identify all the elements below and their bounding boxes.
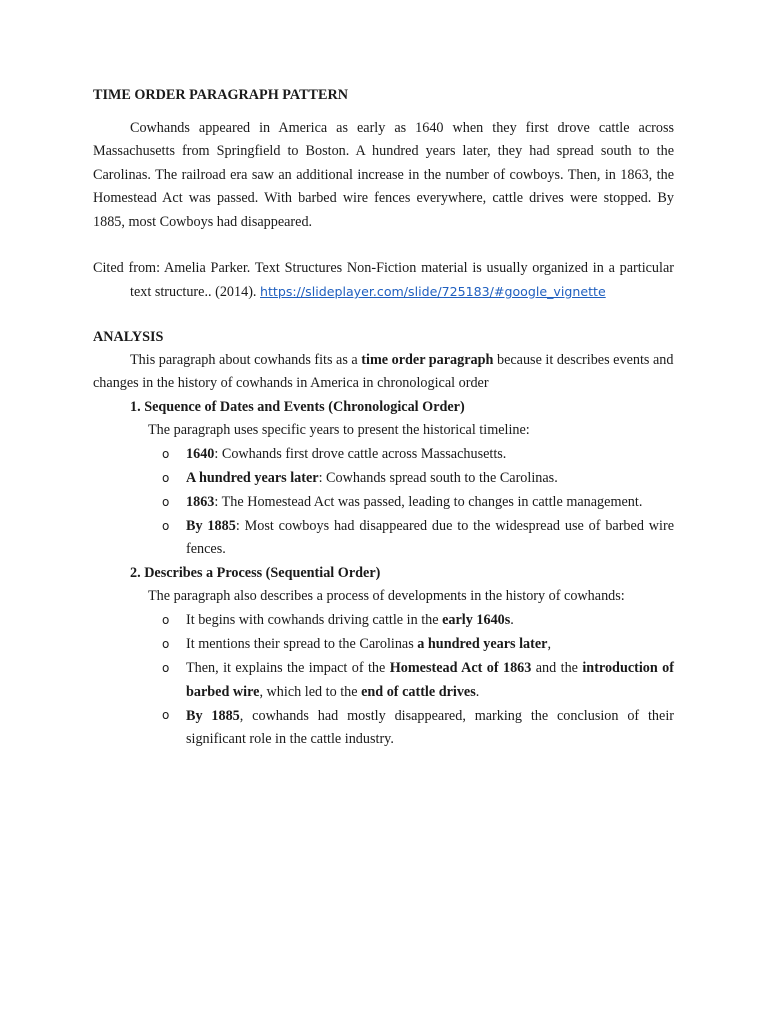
list-item: [162, 633, 674, 657]
item-bold: 1863: [186, 493, 215, 510]
analysis-heading: ANALYSIS: [93, 329, 164, 346]
bullet-icon: o: [162, 494, 170, 509]
bullet-icon: o: [162, 636, 170, 651]
item-bold: a hundred years later: [417, 636, 548, 653]
item-bold: A hundred years later: [186, 469, 319, 486]
citation: [93, 256, 674, 304]
bullet-icon: o: [162, 660, 170, 675]
item-end: ,: [547, 636, 552, 653]
list-item: [162, 515, 674, 562]
section-1-heading: 1. Sequence of Dates and Events (Chronological Order): [130, 398, 465, 415]
list-item: [162, 467, 674, 491]
analysis-intro-before: This paragraph about cowhands fits as a: [130, 352, 362, 369]
item-bold: By 1885: [186, 707, 240, 724]
item-bold: By 1885: [186, 517, 236, 534]
item-end: .: [510, 612, 514, 629]
analysis-intro-bold: time order paragraph: [361, 352, 494, 369]
section-1-list: [93, 443, 674, 562]
item-text: : Cowhands spread south to the Carolinas.: [318, 469, 558, 486]
item-bold: Homestead Act of 1863: [389, 660, 532, 677]
list-item: [162, 657, 674, 704]
item-bold: introduction of barbed wire: [186, 660, 674, 700]
document-title: TIME ORDER PARAGRAPH PATTERN: [93, 87, 348, 103]
item-text: It mentions their spread to the Carolinas: [186, 636, 418, 653]
list-item: [162, 609, 674, 633]
item-text: It begins with cowhands driving cattle in the: [186, 612, 443, 629]
item-end: .: [475, 683, 480, 700]
document-page: [93, 84, 674, 752]
citation-link[interactable]: https://slideplayer.com/slide/725183/#google_vignette: [260, 284, 606, 300]
source-paragraph: Cowhands appeared in America as early as 1640 when they first drove cattle across Massachusetts from Springfield to Boston. A hundred years later, they had spread south to the Carolinas. The railroad era saw an additional increase in the number of cowboys. Then, in 1863, the Homestead Act was passed. With barbed wire fences everywhere, cattle drives were stopped. By 1885, most Cowboys had disappeared.: [93, 120, 674, 230]
bullet-icon: o: [162, 518, 170, 533]
list-item: [162, 443, 674, 467]
bullet-icon: o: [162, 446, 170, 461]
item-text: and the: [531, 660, 583, 677]
item-text: : The Homestead Act was passed, leading to changes in cattle management.: [214, 493, 643, 510]
item-text: , cowhands had mostly disappeared, marking the conclusion of their significant role in the cattle industry.: [186, 707, 674, 747]
item-bold: 1640: [186, 445, 215, 462]
bullet-icon: o: [162, 708, 170, 723]
item-bold: early 1640s: [442, 612, 511, 629]
item-bold: end of cattle drives: [361, 683, 476, 700]
bullet-icon: o: [162, 470, 170, 485]
citation-text: Cited from: Amelia Parker. Text Structures Non-Fiction material is usually organized in a particular text structure.. (2014).: [93, 260, 674, 301]
item-text: , which led to the: [259, 683, 362, 700]
analysis-intro-after: because it describes events and changes in the history of cowhands in America in chronological order: [93, 352, 674, 392]
item-text: : Cowhands first drove cattle across Massachusetts.: [214, 445, 507, 462]
list-item: [162, 704, 674, 751]
section-2-intro: The paragraph also describes a process of developments in the history of cowhands:: [148, 588, 625, 605]
list-item: [162, 491, 674, 515]
item-text: Then, it explains the impact of the: [186, 660, 390, 677]
section-2-heading: 2. Describes a Process (Sequential Order): [130, 565, 381, 582]
section-2-list: [93, 609, 674, 752]
section-1-intro: The paragraph uses specific years to present the historical timeline:: [148, 422, 530, 439]
item-text: : Most cowboys had disappeared due to the widespread use of barbed wire fences.: [186, 517, 674, 558]
analysis-intro: [93, 349, 674, 396]
bullet-icon: o: [162, 612, 170, 627]
